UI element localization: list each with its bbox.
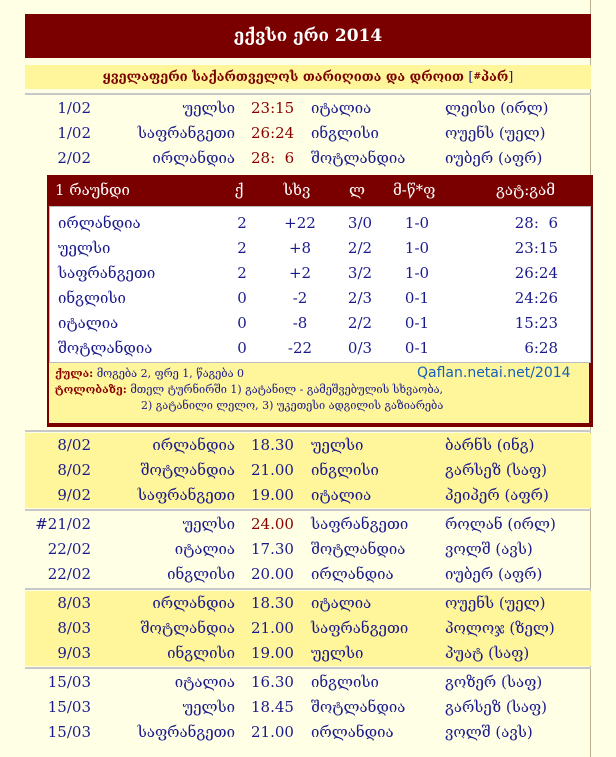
match-referee: ოუენს (უელ) bbox=[445, 594, 546, 612]
team-score: 23:15 bbox=[514, 239, 558, 257]
team-name: უელსი bbox=[58, 239, 111, 257]
team-diff: +22 bbox=[284, 214, 316, 232]
match-referee: როლან (ირლ) bbox=[445, 515, 556, 533]
page-title: ექვსი ერი 2014 bbox=[25, 14, 591, 58]
standings-body bbox=[49, 206, 591, 363]
match-away: ინგლისი bbox=[311, 673, 379, 691]
match-date: 8/03 bbox=[57, 619, 91, 637]
match-referee: გარსეზ (საფ) bbox=[445, 461, 548, 479]
points-text: მოგება 2, ფრე 1, წაგება 0 bbox=[96, 367, 245, 380]
match-referee: ბარნს (ინგ) bbox=[445, 436, 535, 454]
match-referee: გოზერ (საფ) bbox=[445, 673, 543, 691]
match-away: ირლანდია bbox=[311, 723, 394, 741]
team-diff: -8 bbox=[292, 314, 308, 332]
match-home: ირლანდია bbox=[152, 436, 235, 454]
table-row bbox=[50, 286, 590, 311]
team-tries: 2/3 bbox=[347, 289, 373, 307]
match-time: 18.45 bbox=[251, 698, 294, 716]
header-round: 1 რაუნდი bbox=[55, 181, 130, 199]
match-away: ინგლისი bbox=[311, 461, 379, 479]
note-bracket-close: ] bbox=[508, 69, 514, 85]
team-points: 2 bbox=[237, 264, 247, 282]
match-home: შოტლანდია bbox=[140, 619, 235, 637]
match-home: უელსი bbox=[182, 698, 235, 716]
team-tries: 3/2 bbox=[347, 264, 373, 282]
header-diff: სხვ bbox=[283, 181, 311, 199]
points-label: ქულა: bbox=[55, 367, 94, 380]
match-home: იტალია bbox=[174, 673, 235, 691]
match-time: 21.00 bbox=[251, 619, 294, 637]
match-home: ინგლისი bbox=[167, 644, 235, 662]
match-row bbox=[25, 146, 591, 171]
match-row bbox=[25, 433, 591, 458]
match-row bbox=[25, 537, 591, 562]
match-home: საფრანგეთი bbox=[137, 723, 235, 741]
team-points: 2 bbox=[237, 214, 247, 232]
match-date: 15/03 bbox=[47, 673, 91, 691]
match-row bbox=[25, 96, 591, 121]
team-diff: -22 bbox=[287, 339, 313, 357]
match-time: 20.00 bbox=[251, 565, 294, 583]
tiebreak-text: მთელ ტურნირში 1) გატანილ - გამეშვებულის სხვაობა, bbox=[130, 383, 444, 396]
match-referee: ვოლშ (ავს) bbox=[445, 723, 533, 741]
match-score: 28: 6 bbox=[251, 149, 295, 167]
team-wdl: 1-0 bbox=[404, 264, 430, 282]
match-away: შოტლანდია bbox=[311, 149, 406, 167]
match-referee: პუატ (საფ) bbox=[445, 644, 530, 662]
timezone-note bbox=[25, 65, 591, 89]
match-row bbox=[25, 562, 591, 587]
match-away: საფრანგეთი bbox=[311, 619, 409, 637]
team-points: 2 bbox=[237, 239, 247, 257]
header-points: ქ bbox=[234, 181, 244, 199]
header-score: გატ:გამ bbox=[496, 181, 555, 199]
team-name: შოტლანდია bbox=[58, 339, 153, 357]
team-tries: 0/3 bbox=[347, 339, 373, 357]
match-time: 19.00 bbox=[251, 644, 294, 662]
match-home: ინგლისი bbox=[167, 565, 235, 583]
team-wdl: 1-0 bbox=[404, 239, 430, 257]
team-wdl: 0-1 bbox=[404, 339, 430, 357]
match-referee: იუბერ (აფრ) bbox=[445, 565, 543, 583]
match-referee: ოუენს (უელ) bbox=[445, 124, 546, 142]
match-away: ინგლისი bbox=[311, 124, 379, 142]
team-tries: 3/0 bbox=[347, 214, 373, 232]
match-home: იტალია bbox=[174, 540, 235, 558]
match-date: 22/02 bbox=[47, 565, 91, 583]
note-sup: # bbox=[473, 72, 482, 82]
standings-header bbox=[47, 175, 593, 205]
team-wdl: 1-0 bbox=[404, 214, 430, 232]
team-score: 24:26 bbox=[514, 289, 558, 307]
match-date: 8/03 bbox=[57, 594, 91, 612]
match-away: შოტლანდია bbox=[311, 540, 406, 558]
team-name: ინგლისი bbox=[58, 289, 126, 307]
match-row bbox=[25, 695, 591, 720]
match-date: 9/02 bbox=[57, 486, 91, 504]
tiebreak-label: ტოლობაზე: bbox=[55, 383, 127, 396]
match-time: 21.00 bbox=[251, 723, 294, 741]
match-home: უელსი bbox=[182, 99, 235, 117]
team-tries: 2/2 bbox=[347, 314, 373, 332]
team-score: 6:28 bbox=[524, 339, 558, 357]
note-text: ყველაფერი საქართველოს თარიღითა და დროით bbox=[102, 69, 464, 85]
match-time: 18.30 bbox=[251, 594, 294, 612]
match-time: 19.00 bbox=[251, 486, 294, 504]
match-home: ირლანდია bbox=[152, 149, 235, 167]
match-date: 22/02 bbox=[47, 540, 91, 558]
match-score: 26:24 bbox=[251, 124, 295, 142]
match-away: უელსი bbox=[311, 436, 364, 454]
match-referee: იუბერ (აფრ) bbox=[445, 149, 543, 167]
team-name: საფრანგეთი bbox=[58, 264, 156, 282]
match-home: უელსი bbox=[182, 515, 235, 533]
match-date: 15/03 bbox=[47, 698, 91, 716]
match-time: 16.30 bbox=[251, 673, 294, 691]
match-home: შოტლანდია bbox=[140, 461, 235, 479]
match-row bbox=[25, 483, 591, 508]
match-row bbox=[25, 591, 591, 616]
match-away: უელსი bbox=[311, 644, 364, 662]
team-points: 0 bbox=[237, 314, 247, 332]
match-time: 18.30 bbox=[251, 436, 294, 454]
match-away: საფრანგეთი bbox=[311, 515, 409, 533]
match-date: 8/02 bbox=[57, 461, 91, 479]
match-row bbox=[25, 641, 591, 666]
tiebreak-rule-cont: 2) გატანილი ლელო, 3) უკეთესი ადგილის გაზიარება bbox=[141, 399, 444, 412]
match-date: 1/02 bbox=[57, 124, 91, 142]
match-row bbox=[25, 720, 591, 745]
team-diff: -2 bbox=[292, 289, 308, 307]
tiebreak-rule bbox=[55, 383, 443, 396]
match-row bbox=[25, 670, 591, 695]
table-row bbox=[50, 211, 590, 236]
match-date: 2/02 bbox=[57, 149, 91, 167]
match-row bbox=[25, 458, 591, 483]
header-tries: ლ bbox=[349, 181, 365, 199]
divider bbox=[25, 509, 591, 511]
match-date: 1/02 bbox=[57, 99, 91, 117]
match-home: საფრანგეთი bbox=[137, 124, 235, 142]
table-row bbox=[50, 311, 590, 336]
match-home: საფრანგეთი bbox=[137, 486, 235, 504]
team-wdl: 0-1 bbox=[404, 314, 430, 332]
match-away: შოტლანდია bbox=[311, 698, 406, 716]
note-bracket-open: [ bbox=[468, 69, 474, 85]
match-date: 8/02 bbox=[57, 436, 91, 454]
match-row bbox=[25, 121, 591, 146]
match-away: ირლანდია bbox=[311, 565, 394, 583]
match-referee: პეიპერ (აფრ) bbox=[445, 486, 549, 504]
team-wdl: 0-1 bbox=[404, 289, 430, 307]
match-score: 23:15 bbox=[251, 99, 295, 117]
match-time: 21.00 bbox=[251, 461, 294, 479]
team-points: 0 bbox=[237, 289, 247, 307]
header-wdl: მ-წ*ფ bbox=[393, 181, 436, 199]
match-row bbox=[25, 616, 591, 641]
table-row bbox=[50, 261, 590, 286]
points-rule bbox=[55, 367, 244, 380]
site-watermark: Qaflan.netai.net/2014 bbox=[417, 365, 571, 381]
team-score: 28: 6 bbox=[514, 214, 558, 232]
team-name: იტალია bbox=[58, 314, 119, 332]
match-date: #21/02 bbox=[35, 515, 91, 533]
match-time: 24.00 bbox=[251, 515, 294, 533]
match-referee: გარსეზ (საფ) bbox=[445, 698, 548, 716]
match-home: ირლანდია bbox=[152, 594, 235, 612]
match-referee: ვოლშ (ავს) bbox=[445, 540, 533, 558]
team-score: 26:24 bbox=[514, 264, 558, 282]
divider bbox=[25, 588, 591, 590]
note-tail: პარ bbox=[481, 69, 509, 85]
match-referee: ლეისი (ირლ) bbox=[445, 99, 549, 117]
divider bbox=[25, 93, 591, 95]
table-row bbox=[50, 336, 590, 361]
team-score: 15:23 bbox=[514, 314, 558, 332]
team-diff: +2 bbox=[288, 264, 312, 282]
table-row bbox=[50, 236, 590, 261]
match-row bbox=[25, 512, 591, 537]
match-away: იტალია bbox=[311, 594, 372, 612]
match-referee: პოლოჯ (ზელ) bbox=[445, 619, 555, 637]
team-name: ირლანდია bbox=[58, 214, 141, 232]
divider bbox=[25, 430, 591, 432]
divider bbox=[25, 667, 591, 669]
standings-footnote bbox=[49, 363, 589, 423]
standings-table bbox=[47, 175, 593, 427]
team-points: 0 bbox=[237, 339, 247, 357]
match-away: იტალია bbox=[311, 486, 372, 504]
team-tries: 2/2 bbox=[347, 239, 373, 257]
match-away: იტალია bbox=[311, 99, 372, 117]
match-time: 17.30 bbox=[251, 540, 294, 558]
match-date: 9/03 bbox=[57, 644, 91, 662]
match-date: 15/03 bbox=[47, 723, 91, 741]
team-diff: +8 bbox=[288, 239, 312, 257]
